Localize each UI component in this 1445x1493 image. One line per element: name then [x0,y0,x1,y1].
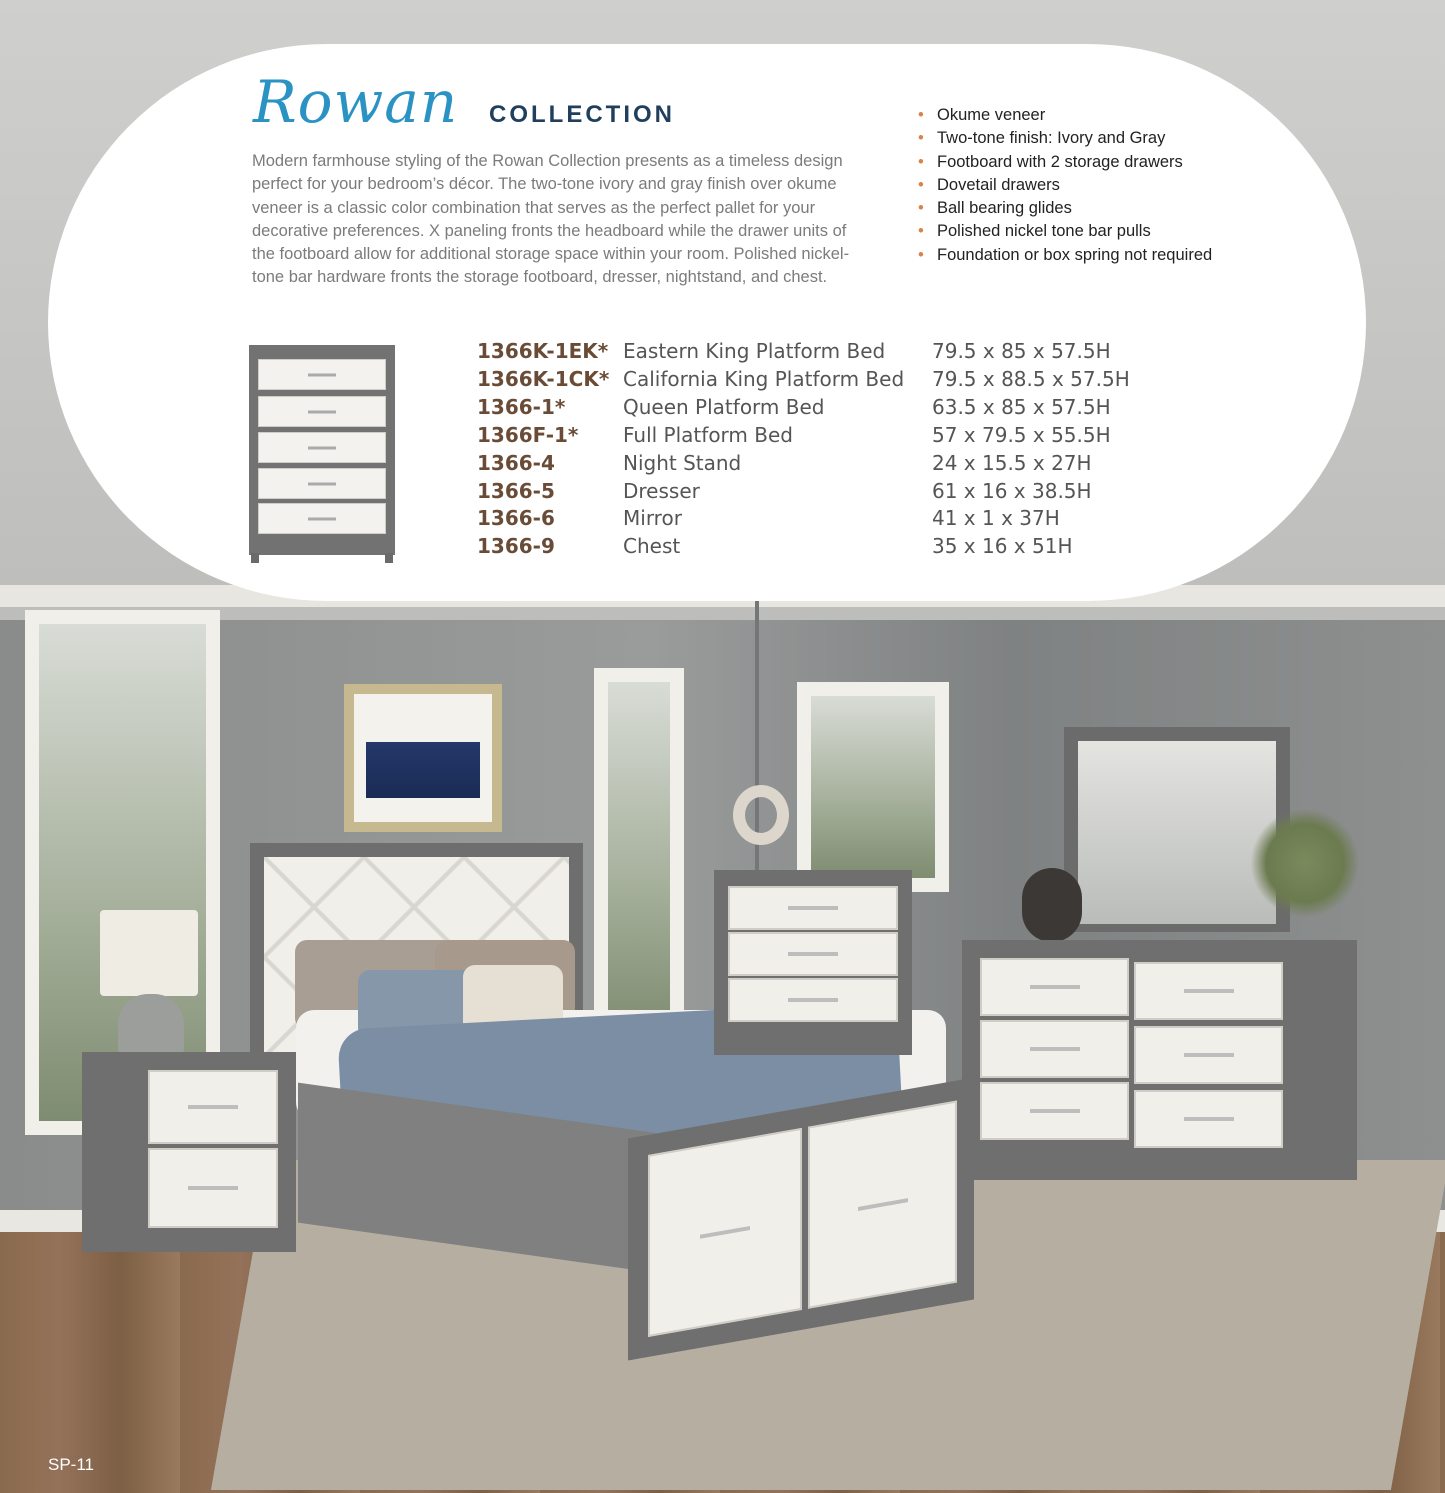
bullet-icon: • [918,106,924,124]
feature-item: • Foundation or box spring not required [918,244,1212,267]
table-row [477,338,1130,366]
chest-thumbnail [249,345,395,555]
product-dimensions: 57 x 79.5 x 55.5H [932,422,1111,447]
product-dimensions: 63.5 x 85 x 57.5H [932,394,1111,419]
product-name: Mirror [623,506,682,531]
window-center [594,668,684,1048]
bullet-icon: • [918,245,924,264]
decor-vase [1022,868,1082,942]
feature-item: • Footboard with 2 storage drawers [918,151,1212,174]
lamp-shade [100,910,198,996]
lamp-base [118,994,184,1058]
product-name: Dresser [623,478,700,503]
wall-art [344,684,502,832]
product-name: Eastern King Platform Bed [623,339,886,363]
product-sku: 1366F-1* [477,422,579,447]
collection-label: COLLECTION [489,101,675,128]
feature-item: • Two-tone finish: Ivory and Gray [918,127,1212,150]
product-dimensions: 35 x 16 x 51H [932,534,1073,559]
product-dimensions: 24 x 15.5 x 27H [932,450,1092,475]
feature-item: • Dovetail drawers [918,174,1212,197]
collection-description: Modern farmhouse styling of the Rowan Collection presents as a timeless design perfect for your bedroom’s décor. The two-tone ivory and gray finish over okume veneer is a classic color combination that serves as the perfect pallet for your decorative preferences. X paneling fronts the headboard while the drawer units of the footboard allow for additional storage space within your room. Polished nickel-tone bar hardware fronts the storage footboard, dresser, nightstand, and chest. [252,152,850,287]
page-number: SP-11 [48,1455,94,1474]
product-dimensions: 79.5 x 88.5 x 57.5H [932,366,1130,391]
table-row [477,505,1130,533]
feature-item: • Polished nickel tone bar pulls [918,220,1212,243]
product-sku: 1366-4 [477,450,555,475]
decor-sculpture [733,785,789,845]
decor-plant [1250,808,1360,918]
product-spec-table [477,338,1130,561]
feature-list [918,104,1212,267]
bullet-icon: • [918,152,924,171]
feature-item: • Ball bearing glides [918,197,1212,220]
table-row [477,478,1130,506]
product-sku: 1366-9 [477,534,555,559]
bullet-icon: • [918,129,924,148]
table-row [477,533,1130,561]
bullet-icon: • [918,175,924,194]
bullet-icon: • [918,222,924,241]
feature-item: • Okume veneer [918,104,1212,127]
table-row [477,394,1130,422]
table-row [477,422,1130,450]
collection-brand-name: Rowan [253,68,459,136]
product-sku: 1366K-1EK* [477,339,609,363]
product-sku: 1366-5 [477,478,555,503]
product-sku: 1366-1* [477,394,566,419]
nightstand [82,1052,296,1252]
chest [714,870,912,1055]
window-right [797,682,949,892]
bullet-icon: • [918,199,924,218]
product-name: California King Platform Bed [623,366,905,391]
table-row [477,366,1130,394]
product-sku: 1366-6 [477,506,555,531]
dresser [962,940,1357,1180]
product-dimensions: 41 x 1 x 37H [932,506,1060,531]
product-name: Night Stand [623,450,742,475]
product-sku: 1366K-1CK* [477,366,610,391]
product-name: Full Platform Bed [623,422,793,447]
product-dimensions: 79.5 x 85 x 57.5H [932,339,1111,363]
table-row [477,450,1130,478]
product-dimensions: 61 x 16 x 38.5H [932,478,1092,503]
product-name: Queen Platform Bed [623,394,825,419]
product-name: Chest [623,534,681,559]
